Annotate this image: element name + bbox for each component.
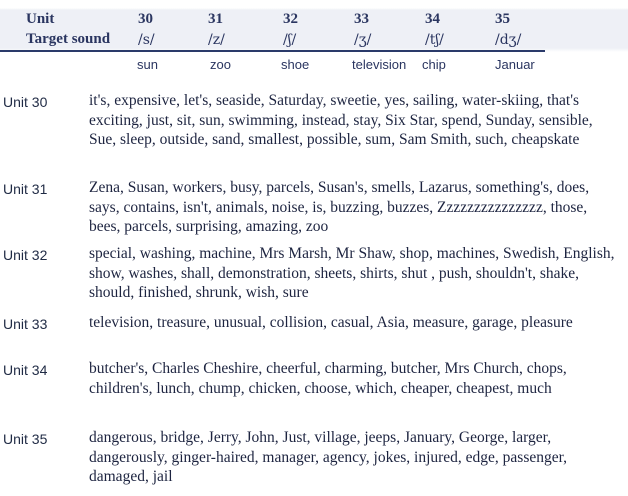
unit-32-words: special, washing, machine, Mrs Marsh, Mr Shaw, shop, machines, Swedish, English, show, washes, shall, demonstration, sheets, shirts, shut , push, shouldn't, shake, should, finished, shrunk, wish, sure bbox=[89, 245, 615, 301]
unit-33-label: Unit 33 bbox=[3, 316, 48, 332]
unit-32-label: Unit 32 bbox=[3, 247, 48, 263]
example-word-television: television bbox=[352, 57, 407, 72]
sound-table-header bbox=[0, 0, 628, 78]
unit-33-words: television, treasure, unusual, collision, casual, Asia, measure, garage, pleasure bbox=[89, 314, 573, 331]
target-sound-header-label: Target sound bbox=[26, 31, 111, 47]
unit-number-34: 34 bbox=[425, 11, 440, 27]
unit-number-33: 33 bbox=[354, 11, 369, 27]
example-word-sun: sun bbox=[137, 57, 158, 72]
example-word-shoe: shoe bbox=[281, 57, 310, 72]
example-word-chip: chip bbox=[422, 57, 446, 72]
unit-31-words: Zena, Susan, workers, busy, parcels, Susan's, smells, Lazarus, something's, does, says, contains, isn't, animals, noise, is, buzzing, buzzes, Zzzzzzzzzzzzzzz, those, bees, parcels, surprising, amazing, zoo bbox=[89, 179, 590, 235]
unit-30-words: it's, expensive, let's, seaside, Saturday, sweetie, yes, sailing, water-skiing, that's exciting, just, sit, sun, swimming, instead, stay, Six Star, spend, Sunday, sensible, Sue, sleep, outside, sand, smallest, possible, sum, Sam Smith, such, cheapskate bbox=[89, 92, 593, 148]
example-word-january: Januar bbox=[495, 57, 535, 72]
unit-31-label: Unit 31 bbox=[3, 181, 48, 197]
phonetic-symbol-ch: /tʃ/ bbox=[425, 32, 444, 48]
phonetic-symbol-dj: /dʒ/ bbox=[495, 32, 522, 48]
phonetic-symbol-s: /s/ bbox=[138, 32, 155, 48]
unit-34-label: Unit 34 bbox=[3, 362, 48, 378]
phonetic-symbol-z: /z/ bbox=[208, 32, 225, 48]
phonetic-symbol-sh: /ʃ/ bbox=[283, 32, 297, 48]
example-word-zoo: zoo bbox=[210, 57, 231, 72]
unit-30-label: Unit 30 bbox=[3, 94, 48, 110]
unit-number-31: 31 bbox=[208, 11, 223, 27]
header-divider bbox=[0, 50, 545, 52]
unit-number-32: 32 bbox=[283, 11, 298, 27]
unit-number-35: 35 bbox=[495, 11, 510, 27]
unit-35-label: Unit 35 bbox=[3, 431, 48, 447]
unit-header-label: Unit bbox=[26, 11, 55, 27]
unit-number-30: 30 bbox=[138, 11, 153, 27]
unit-35-words: dangerous, bridge, Jerry, John, Just, village, jeeps, January, George, larger, dangerously, ginger-haired, manager, agency, jokes, injured, edge, passenger, damaged, jail bbox=[89, 429, 568, 485]
phonetic-symbol-zh: /ʒ/ bbox=[354, 32, 372, 48]
unit-34-words: butcher's, Charles Cheshire, cheerful, charming, butcher, Mrs Church, chops, children's, lunch, chump, chicken, choose, which, cheaper, cheapest, much bbox=[89, 360, 567, 397]
